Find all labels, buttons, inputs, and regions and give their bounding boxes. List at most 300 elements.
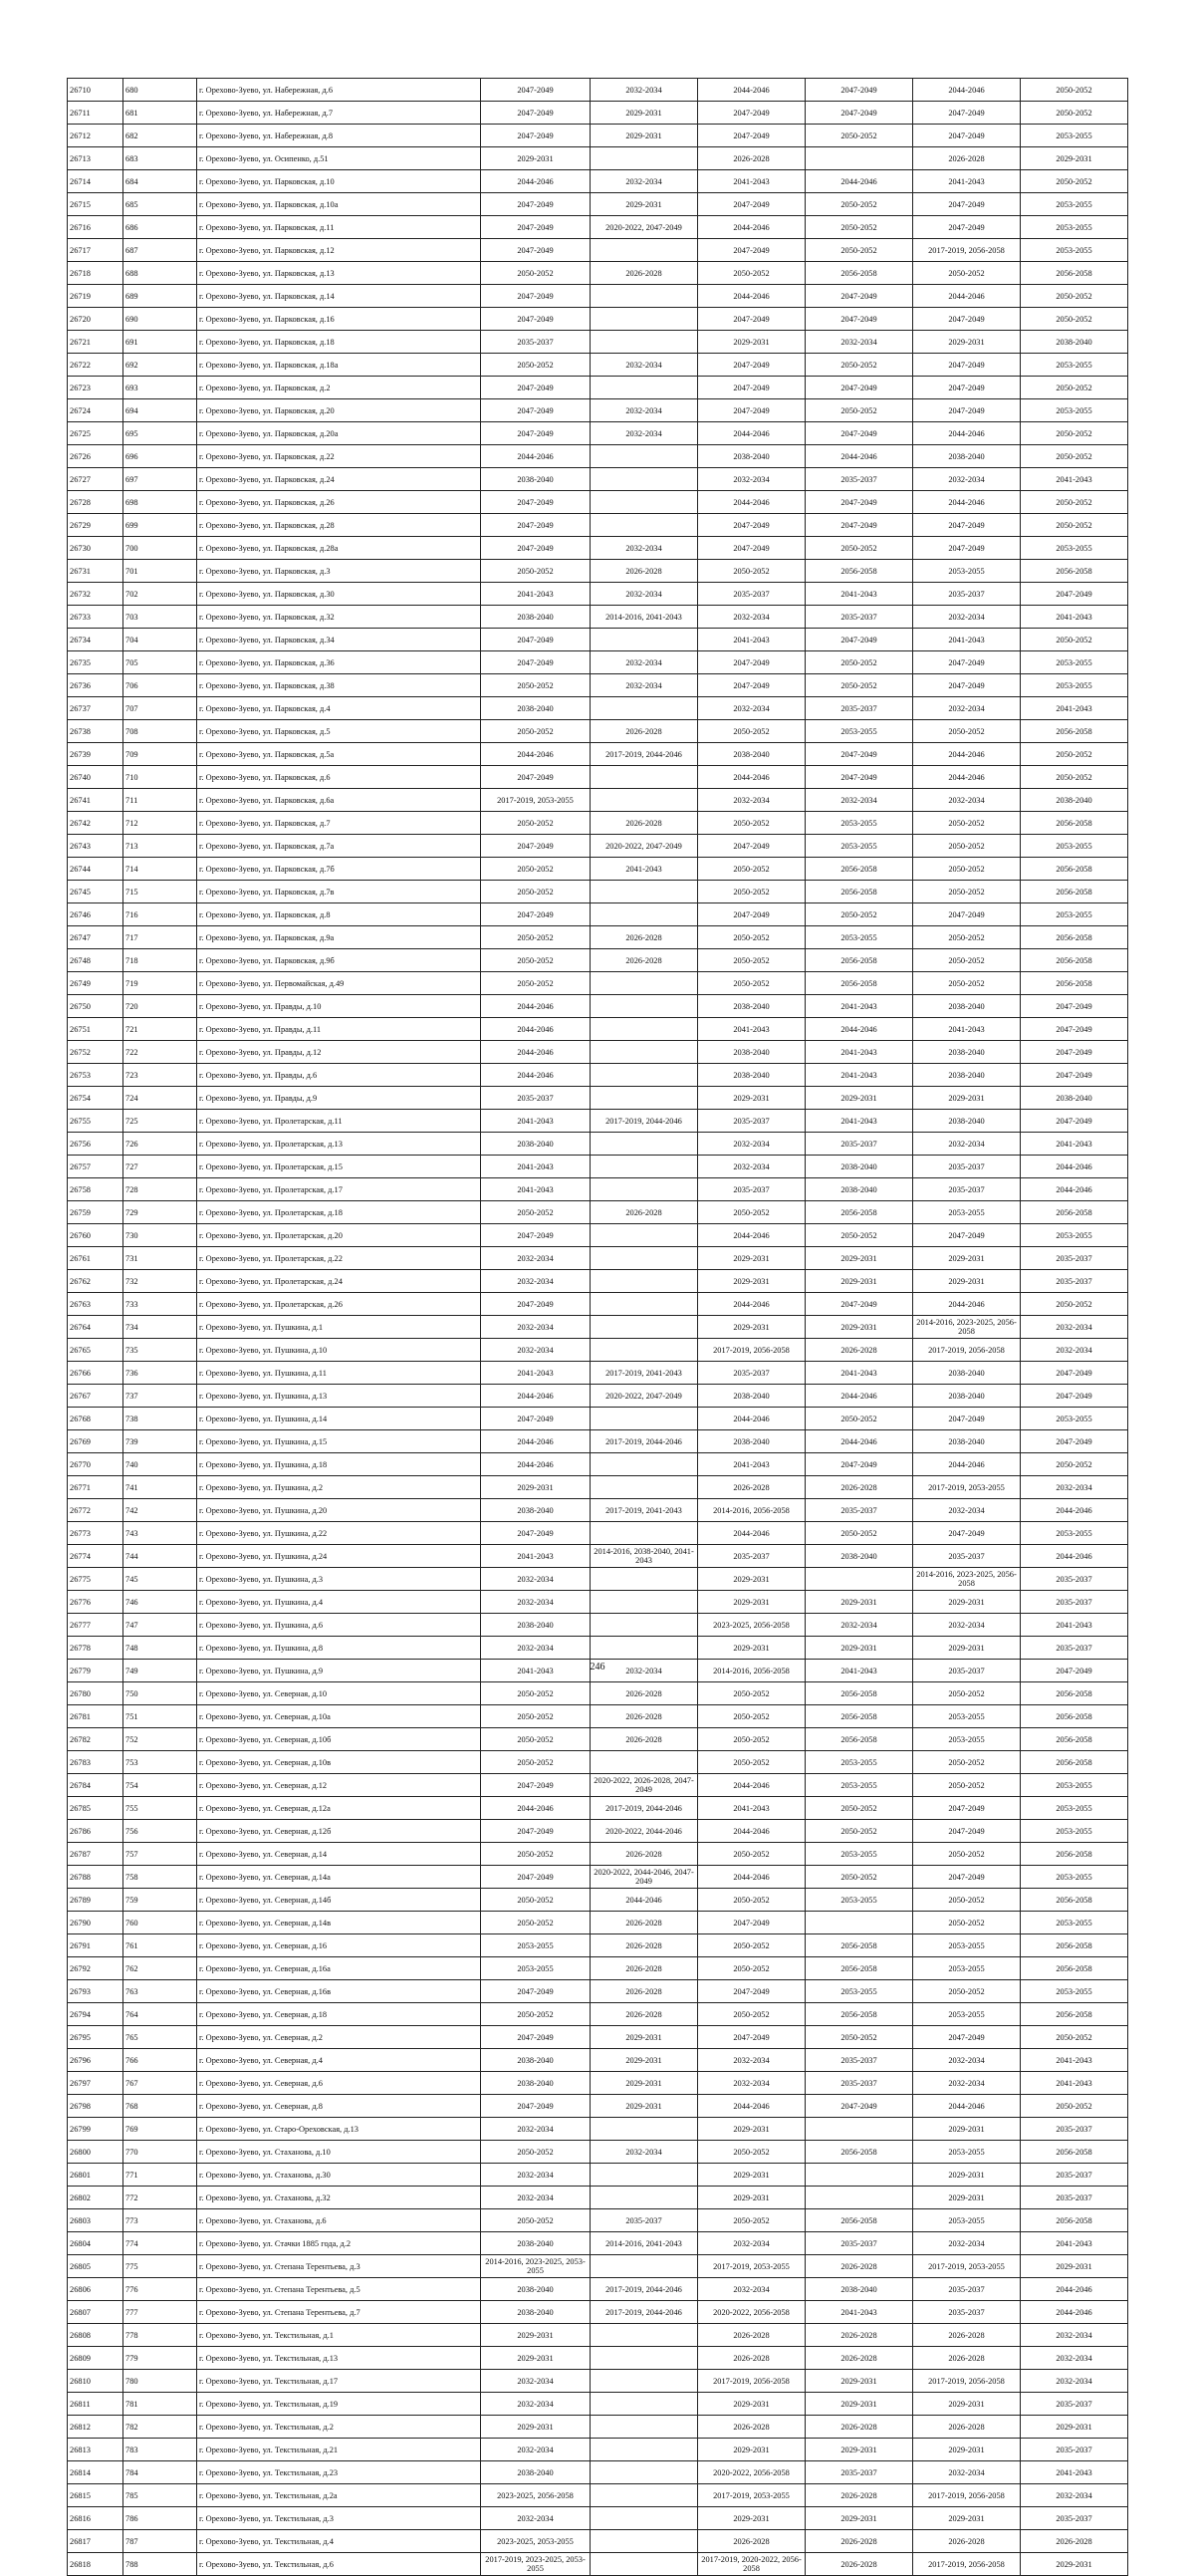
table-cell: 2029-2031 [698,1637,806,1660]
table-cell: г. Орехово-Зуево, ул. Северная, д.10а [197,1705,481,1728]
table-cell: 766 [123,2049,197,2072]
table-cell: 729 [123,1201,197,1224]
table-cell [591,1064,698,1087]
table-cell: 26789 [68,1889,123,1912]
table-cell: г. Орехово-Зуево, ул. Парковская, д.6а [197,789,481,812]
table-cell: 2035-2037 [913,1178,1021,1201]
table-row [68,2278,1128,2301]
table-cell: 2029-2031 [806,2439,913,2461]
table-cell: 2029-2031 [698,1247,806,1270]
table-cell: 764 [123,2003,197,2026]
table-cell: 2050-2052 [1021,1293,1128,1316]
table-cell: 778 [123,2324,197,2347]
table-cell: 2017-2019, 2044-2046 [591,2278,698,2301]
table-cell: 2026-2028 [591,812,698,835]
table-cell: 2050-2052 [806,1522,913,1545]
table-cell: 2047-2049 [481,125,591,147]
table-cell [806,2164,913,2187]
table-cell: 26801 [68,2164,123,2187]
table-cell: 2038-2040 [806,2278,913,2301]
table-cell: 2050-2052 [698,1682,806,1705]
table-row [68,1453,1128,1476]
table-cell: 2050-2052 [1021,2026,1128,2049]
table-cell: 26764 [68,1316,123,1339]
table-cell: 2044-2046 [1021,2301,1128,2324]
table-cell: 2050-2052 [1021,102,1128,125]
table-row [68,1637,1128,1660]
table-row [68,743,1128,766]
table-cell: г. Орехово-Зуево, ул. Пушкина, д.2 [197,1476,481,1499]
table-cell: 26797 [68,2072,123,2095]
table-cell: 2053-2055 [1021,1522,1128,1545]
table-cell: 26722 [68,354,123,377]
table-cell: 2032-2034 [698,2232,806,2255]
table-cell: 2023-2025, 2053-2055 [481,2530,591,2553]
table-cell: 2044-2046 [698,216,806,239]
table-cell: 2050-2052 [481,1912,591,1934]
table-cell: 782 [123,2416,197,2439]
table-cell: 2032-2034 [481,2393,591,2416]
table-cell: г. Орехово-Зуево, ул. Парковская, д.20 [197,399,481,422]
table-cell: 2050-2052 [481,1201,591,1224]
table-cell: 26732 [68,583,123,606]
table-cell: 2017-2019, 2053-2055 [481,789,591,812]
table-cell: 2050-2052 [698,926,806,949]
table-cell: 690 [123,308,197,331]
table-cell: 2047-2049 [698,377,806,399]
table-cell: 750 [123,1682,197,1705]
table-cell: 2041-2043 [1021,1133,1128,1156]
table-cell: 787 [123,2530,197,2553]
table-cell: 2038-2040 [481,1614,591,1637]
table-cell: г. Орехово-Зуево, ул. Северная, д.18 [197,2003,481,2026]
table-cell: 2047-2049 [913,2026,1021,2049]
table-cell: 2041-2043 [1021,697,1128,720]
table-cell: г. Орехово-Зуево, ул. Пролетарская, д.18 [197,1201,481,1224]
table-cell: 2044-2046 [481,1018,591,1041]
table-cell: 2050-2052 [806,651,913,674]
table-cell: 2050-2052 [913,720,1021,743]
table-cell: 2035-2037 [913,583,1021,606]
table-cell: 26800 [68,2141,123,2164]
table-cell: 712 [123,812,197,835]
table-cell [591,1591,698,1614]
table-cell: 2050-2052 [481,720,591,743]
table-row [68,2187,1128,2209]
table-cell: 2032-2034 [1021,2324,1128,2347]
table-cell: 2047-2049 [698,1980,806,2003]
table-cell: 2029-2031 [591,2095,698,2118]
table-cell: 2017-2019, 2053-2055 [698,2484,806,2507]
table-row [68,1499,1128,1522]
table-cell: 694 [123,399,197,422]
table-row [68,79,1128,102]
table-cell: 2041-2043 [1021,2461,1128,2484]
table-cell: 2038-2040 [698,1041,806,1064]
table-cell: 2026-2028 [1021,2530,1128,2553]
table-cell: 783 [123,2439,197,2461]
table-cell: 2047-2049 [913,903,1021,926]
table-cell: 2056-2058 [806,262,913,285]
table-cell: 2044-2046 [913,285,1021,308]
table-cell: 2044-2046 [481,1797,591,1820]
table-cell: 2056-2058 [806,1705,913,1728]
table-cell: 2050-2052 [481,949,591,972]
table-cell: 26745 [68,881,123,903]
table-cell: 26718 [68,262,123,285]
table-cell: 2056-2058 [1021,1682,1128,1705]
table-cell: 2017-2019, 2056-2058 [913,2553,1021,2576]
table-cell: 2056-2058 [806,2141,913,2164]
table-cell: г. Орехово-Зуево, ул. Текстильная, д.3 [197,2507,481,2530]
table-cell: 2026-2028 [591,1843,698,1866]
table-cell: 2044-2046 [1021,2278,1128,2301]
table-row [68,1774,1128,1797]
table-cell: 2047-2049 [806,766,913,789]
table-cell: 2047-2049 [698,193,806,216]
table-cell: 2020-2022, 2026-2028, 2047-2049 [591,1774,698,1797]
table-cell: 2041-2043 [806,1041,913,1064]
table-row [68,2141,1128,2164]
table-cell: 2056-2058 [1021,1957,1128,1980]
table-cell: 2050-2052 [698,1889,806,1912]
table-cell: 2047-2049 [913,537,1021,560]
table-cell: 2017-2019, 2056-2058 [913,2370,1021,2393]
table-cell: 2050-2052 [698,1843,806,1866]
table-cell: 2026-2028 [698,147,806,170]
table-cell: 684 [123,170,197,193]
table-cell: 2050-2052 [481,1705,591,1728]
table-cell: 2053-2055 [1021,835,1128,858]
table-cell: 2029-2031 [698,1270,806,1293]
table-cell: 26811 [68,2393,123,2416]
table-cell: 2029-2031 [913,1637,1021,1660]
table-cell [591,308,698,331]
table-row [68,1133,1128,1156]
table-cell: г. Орехово-Зуево, ул. Пушкина, д.1 [197,1316,481,1339]
table-cell: 2047-2049 [913,514,1021,537]
table-cell: 2032-2034 [913,2072,1021,2095]
table-cell: 2056-2058 [1021,1751,1128,1774]
table-cell: 2038-2040 [913,1064,1021,1087]
table-cell: 2056-2058 [1021,881,1128,903]
table-cell: 2020-2022, 2044-2046, 2047-2049 [591,1866,698,1889]
table-cell: 26752 [68,1041,123,1064]
table-cell [591,1476,698,1499]
table-cell: 2029-2031 [698,2507,806,2530]
table-cell: 2047-2049 [806,285,913,308]
table-cell: 2029-2031 [913,2439,1021,2461]
table-cell [591,972,698,995]
table-cell: 2050-2052 [1021,308,1128,331]
table-cell: 2056-2058 [806,560,913,583]
table-cell [591,2324,698,2347]
table-cell: г. Орехово-Зуево, ул. Пушкина, д.8 [197,1637,481,1660]
table-cell: 2044-2046 [913,743,1021,766]
table-row [68,2072,1128,2095]
table-cell: 2047-2049 [698,354,806,377]
table-cell: г. Орехово-Зуево, ул. Пролетарская, д.13 [197,1133,481,1156]
table-cell: 26782 [68,1728,123,1751]
table-cell: 717 [123,926,197,949]
table-cell: 2056-2058 [806,1934,913,1957]
table-cell: 2053-2055 [913,1201,1021,1224]
table-cell: 2026-2028 [698,2530,806,2553]
table-cell: г. Орехово-Зуево, ул. Парковская, д.28а [197,537,481,560]
table-cell: 2026-2028 [591,1957,698,1980]
table-cell: 695 [123,422,197,445]
table-cell: 2050-2052 [698,949,806,972]
table-cell: 2053-2055 [1021,674,1128,697]
table-cell: 2029-2031 [698,1568,806,1591]
table-cell: 730 [123,1224,197,1247]
table-cell: 689 [123,285,197,308]
table-cell: 2032-2034 [913,1614,1021,1637]
table-cell: г. Орехово-Зуево, ул. Парковская, д.7в [197,881,481,903]
table-cell: 2047-2049 [1021,583,1128,606]
table-cell: 26724 [68,399,123,422]
table-cell: г. Орехово-Зуево, ул. Стаханова, д.32 [197,2187,481,2209]
table-cell: 2041-2043 [913,629,1021,651]
table-cell [591,2416,698,2439]
table-cell: 2038-2040 [806,1545,913,1568]
table-cell: 2047-2049 [481,1408,591,1430]
table-row [68,2003,1128,2026]
table-cell: г. Орехово-Зуево, ул. Парковская, д.20а [197,422,481,445]
table-cell: 2029-2031 [913,1270,1021,1293]
table-cell: 2050-2052 [1021,285,1128,308]
table-cell: 2050-2052 [481,560,591,583]
table-row [68,1476,1128,1499]
table-cell: 784 [123,2461,197,2484]
table-row [68,2232,1128,2255]
table-cell: 26716 [68,216,123,239]
table-cell: 780 [123,2370,197,2393]
table-cell: 2047-2049 [913,399,1021,422]
table-cell: 2053-2055 [1021,1866,1128,1889]
table-cell: 2035-2037 [481,331,591,354]
table-cell: 2029-2031 [481,2324,591,2347]
table-cell: 2041-2043 [698,170,806,193]
table-cell: 2032-2034 [481,2507,591,2530]
table-cell: 2032-2034 [1021,1316,1128,1339]
table-cell: 2050-2052 [481,2209,591,2232]
table-cell: 2038-2040 [481,468,591,491]
table-cell: 2035-2037 [806,2461,913,2484]
table-cell: 734 [123,1316,197,1339]
table-cell: 26773 [68,1522,123,1545]
table-cell: г. Орехово-Зуево, ул. Северная, д.16в [197,1980,481,2003]
table-cell: 2056-2058 [806,881,913,903]
table-cell: г. Орехово-Зуево, ул. Стаханова, д.10 [197,2141,481,2164]
table-cell: 2050-2052 [1021,491,1128,514]
table-cell: 26715 [68,193,123,216]
table-cell: 2032-2034 [913,606,1021,629]
table-cell: 26771 [68,1476,123,1499]
table-cell: 26776 [68,1591,123,1614]
table-cell: 2044-2046 [913,491,1021,514]
table-cell: 2050-2052 [698,1934,806,1957]
table-cell: 2047-2049 [481,514,591,537]
table-cell: 2038-2040 [913,1041,1021,1064]
table-cell: 2023-2025, 2056-2058 [698,1614,806,1637]
table-cell: 745 [123,1568,197,1591]
table-cell: 746 [123,1591,197,1614]
table-row [68,537,1128,560]
table-cell: 2047-2049 [698,102,806,125]
table-cell: 2038-2040 [698,743,806,766]
table-cell: 777 [123,2301,197,2324]
table-cell: 26783 [68,1751,123,1774]
table-cell: 2032-2034 [481,2187,591,2209]
table-cell: 786 [123,2507,197,2530]
table-row [68,1614,1128,1637]
table-cell: г. Орехово-Зуево, ул. Набережная, д.7 [197,102,481,125]
table-cell: 2026-2028 [698,2416,806,2439]
table-cell: 26740 [68,766,123,789]
table-cell: 2017-2019, 2041-2043 [591,1499,698,1522]
table-cell: 726 [123,1133,197,1156]
table-cell: 26762 [68,1270,123,1293]
table-cell: 2029-2031 [806,2370,913,2393]
table-cell: 2056-2058 [1021,812,1128,835]
table-cell: 2032-2034 [913,789,1021,812]
table-cell: г. Орехово-Зуево, ул. Северная, д.12 [197,1774,481,1797]
table-cell: 2056-2058 [1021,262,1128,285]
table-cell: 2041-2043 [806,2301,913,2324]
table-cell: 2041-2043 [913,1018,1021,1041]
table-cell: 768 [123,2095,197,2118]
table-cell: 2032-2034 [698,789,806,812]
table-cell: 2050-2052 [1021,422,1128,445]
table-cell: 2056-2058 [1021,1705,1128,1728]
table-cell: 2047-2049 [913,102,1021,125]
table-cell: 26748 [68,949,123,972]
table-cell: 749 [123,1660,197,1682]
table-cell: г. Орехово-Зуево, ул. Пролетарская, д.11 [197,1110,481,1133]
table-cell: 2047-2049 [481,651,591,674]
table-cell: 2032-2034 [1021,2370,1128,2393]
table-cell: 2026-2028 [913,2530,1021,2553]
table-cell: 691 [123,331,197,354]
table-cell: 2026-2028 [806,2347,913,2370]
table-cell: 756 [123,1820,197,1843]
table-cell: 2053-2055 [1021,903,1128,926]
table-cell: 2041-2043 [481,1660,591,1682]
table-cell: 2044-2046 [1021,1156,1128,1178]
table-cell: 2026-2028 [591,1912,698,1934]
table-cell: 2038-2040 [1021,789,1128,812]
table-cell: 2050-2052 [481,354,591,377]
table-cell: 2047-2049 [481,102,591,125]
table-cell: 2053-2055 [1021,354,1128,377]
table-cell: 757 [123,1843,197,1866]
table-cell [591,1453,698,1476]
table-cell: 26736 [68,674,123,697]
table-cell: 703 [123,606,197,629]
table-cell [806,1568,913,1591]
table-cell: 2047-2049 [481,835,591,858]
table-cell: 2041-2043 [806,995,913,1018]
table-cell: г. Орехово-Зуево, ул. Парковская, д.4 [197,697,481,720]
table-cell: 2050-2052 [1021,2095,1128,2118]
table-cell [591,1224,698,1247]
table-cell: 2053-2055 [1021,1774,1128,1797]
table-cell: 2017-2019, 2044-2046 [591,1110,698,1133]
table-cell: 2047-2049 [481,377,591,399]
table-cell: 2050-2052 [481,2141,591,2164]
table-cell: 2014-2016, 2041-2043 [591,606,698,629]
table-cell: 2047-2049 [1021,1064,1128,1087]
table-cell: 26790 [68,1912,123,1934]
table-cell: 2053-2055 [913,1705,1021,1728]
table-cell: 2029-2031 [913,2164,1021,2187]
table-cell [591,2393,698,2416]
table-cell: 2041-2043 [806,1362,913,1385]
table-cell: 699 [123,514,197,537]
table-cell: 2047-2049 [698,537,806,560]
table-row [68,1430,1128,1453]
table-cell: 2026-2028 [591,2003,698,2026]
schedule-table-container [67,78,1127,2576]
table-cell: 2026-2028 [591,560,698,583]
table-cell: 2053-2055 [806,1980,913,2003]
table-cell: 26713 [68,147,123,170]
table-cell: 2029-2031 [591,2026,698,2049]
table-cell: г. Орехово-Зуево, ул. Пролетарская, д.17 [197,1178,481,1201]
table-cell: 2017-2019, 2056-2058 [698,1339,806,1362]
table-cell: 788 [123,2553,197,2576]
table-cell: 2044-2046 [806,1385,913,1408]
table-cell: 2038-2040 [913,1430,1021,1453]
table-cell: 2047-2049 [913,674,1021,697]
table-cell: 2035-2037 [1021,2393,1128,2416]
table-cell: 2041-2043 [698,1797,806,1820]
table-cell: 2035-2037 [698,1362,806,1385]
table-row [68,2484,1128,2507]
table-cell [591,491,698,514]
table-cell: 2038-2040 [481,2072,591,2095]
table-cell: 725 [123,1110,197,1133]
table-cell: 775 [123,2255,197,2278]
table-cell: г. Орехово-Зуево, ул. Северная, д.2 [197,2026,481,2049]
table-cell: 2014-2016, 2023-2025, 2056-2058 [913,1568,1021,1591]
table-cell: 2041-2043 [1021,606,1128,629]
table-cell: 2032-2034 [591,651,698,674]
table-cell: 2056-2058 [1021,2209,1128,2232]
table-cell: 2056-2058 [806,972,913,995]
table-row [68,1293,1128,1316]
table-cell: 2041-2043 [481,1178,591,1201]
table-cell: 2035-2037 [913,1545,1021,1568]
table-cell: г. Орехово-Зуево, ул. Северная, д.4 [197,2049,481,2072]
table-cell [591,789,698,812]
table-cell: 2056-2058 [1021,560,1128,583]
table-cell: 2044-2046 [1021,1499,1128,1522]
table-cell: 2041-2043 [1021,2232,1128,2255]
table-cell: 26795 [68,2026,123,2049]
table-cell: 2026-2028 [806,2553,913,2576]
table-row [68,1728,1128,1751]
table-cell: 26810 [68,2370,123,2393]
table-cell: 2050-2052 [1021,514,1128,537]
table-cell: 2053-2055 [1021,1797,1128,1820]
table-row [68,377,1128,399]
table-cell: 2050-2052 [698,1728,806,1751]
table-cell: 2035-2037 [1021,2164,1128,2187]
table-cell: 2050-2052 [1021,445,1128,468]
table-cell [591,629,698,651]
